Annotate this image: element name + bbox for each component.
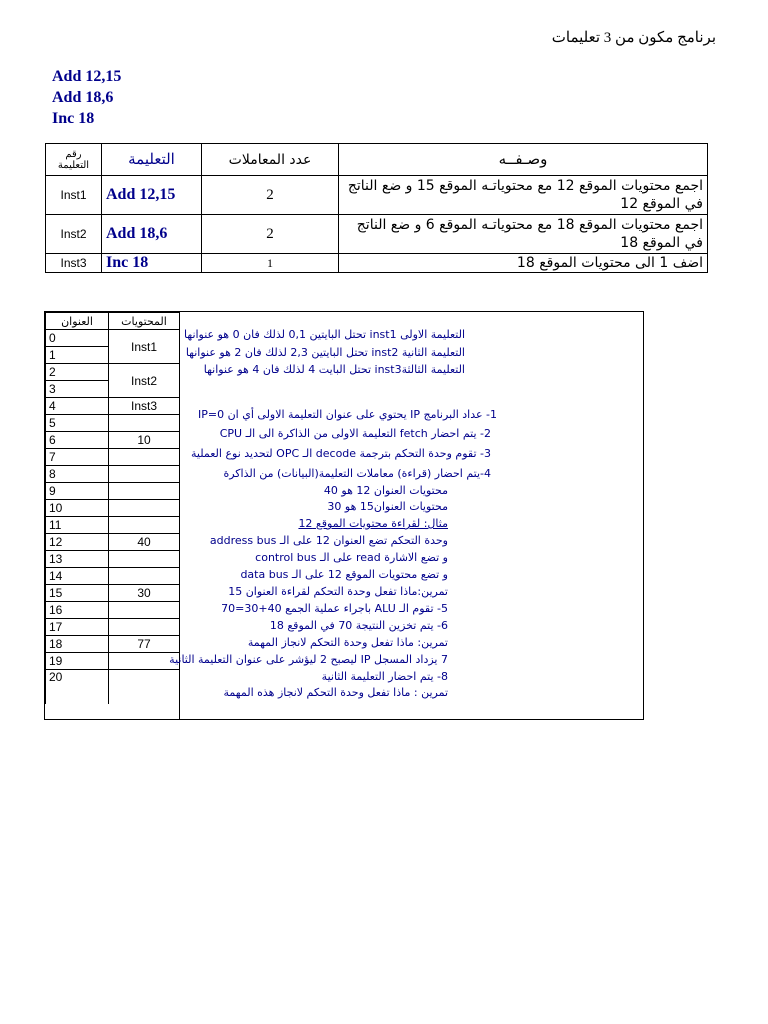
- instruction-code: Add 12,15: [102, 176, 202, 215]
- memory-address: 15: [46, 585, 109, 602]
- memory-contents: [109, 568, 180, 585]
- memory-row: [46, 653, 180, 670]
- memory-contents-header: المحتويات: [109, 313, 180, 330]
- memory-address: 5: [46, 415, 109, 432]
- memory-address: 11: [46, 517, 109, 534]
- explanation-line: وحدة التحكم تضع العنوان 12 على الـ address bus: [209, 534, 448, 547]
- memory-row: [46, 551, 180, 568]
- memory-row: [46, 364, 180, 381]
- memory-address: 20: [46, 670, 109, 705]
- instruction-number: Inst1: [46, 176, 102, 215]
- table-header-row: [46, 144, 708, 176]
- memory-contents: [109, 483, 180, 500]
- memory-address: 4: [46, 398, 109, 415]
- explanation-line: التعليمة الثالثةinst3 تحتل البايت 4 لذلك فان 4 هو عنوانها: [203, 363, 465, 376]
- operand-count: 1: [202, 254, 339, 273]
- page-title: برنامج مكون من 3 تعليمات: [551, 30, 716, 46]
- memory-contents: [109, 466, 180, 483]
- instruction-code: Inc 18: [102, 254, 202, 273]
- memory-contents: [109, 517, 180, 534]
- memory-address: 8: [46, 466, 109, 483]
- header-operand-count: عدد المعاملات: [202, 144, 339, 176]
- memory-contents: Inst1: [109, 330, 180, 364]
- instruction-number: Inst2: [46, 215, 102, 254]
- explanation-line: تمرين: ماذا تفعل وحدة التحكم لانجاز المهمة: [247, 636, 448, 649]
- table-row: [46, 215, 708, 254]
- memory-address: 17: [46, 619, 109, 636]
- memory-address: 9: [46, 483, 109, 500]
- memory-address: 18: [46, 636, 109, 653]
- explanation-line: تمرين : ماذا تفعل وحدة التحكم لانجاز هذه المهمة: [223, 686, 448, 699]
- header-instruction-number: رقم التعليمة: [46, 144, 102, 176]
- memory-address: 6: [46, 432, 109, 449]
- explanation-line: 3- تقوم وحدة التحكم بترجمة decode الـ OPC لتحديد نوع العملية: [191, 447, 491, 460]
- program-line: Add 12,15: [52, 68, 122, 85]
- operand-count: 2: [202, 176, 339, 215]
- memory-contents: [109, 415, 180, 432]
- memory-row: [46, 330, 180, 347]
- header-instruction: التعليمة: [102, 144, 202, 176]
- instruction-description: اجمع محتويات الموقع 18 مع محتوياتـه الموقع 6 و ضع الناتج في الموقع 18: [339, 215, 708, 254]
- explanation-line: 6- يتم تخزين النتيجة 70 في الموقع 18: [269, 619, 448, 632]
- memory-row: [46, 585, 180, 602]
- memory-contents: [109, 449, 180, 466]
- memory-address-header: العنوان: [46, 313, 109, 330]
- memory-contents: [109, 619, 180, 636]
- memory-contents: 30: [109, 585, 180, 602]
- memory-contents: [109, 602, 180, 619]
- memory-address: 0: [46, 330, 109, 347]
- instruction-description: اضف 1 الى محتويات الموقع 18: [339, 254, 708, 273]
- memory-address: 2: [46, 364, 109, 381]
- header-description: وصـفــه: [339, 144, 708, 176]
- memory-address: 3: [46, 381, 109, 398]
- memory-contents: 77: [109, 636, 180, 653]
- explanation-line: 8- يتم احضار التعليمة الثانية: [321, 670, 448, 683]
- memory-contents: Inst3: [109, 398, 180, 415]
- memory-table: [45, 312, 180, 704]
- memory-contents: 10: [109, 432, 180, 449]
- explanation-line: 4-يتم احضار (قراءة) معاملات التعليمة(البيانات) من الذاكرة: [223, 467, 491, 480]
- memory-contents: [109, 670, 180, 705]
- explanation-line: تمرين:ماذا تفعل وحدة التحكم لقراءة العنوان 15: [228, 585, 448, 598]
- explanation-line: 2- يتم احضار fetch التعليمة الاولى من الذاكرة الى الـ CPU: [219, 427, 491, 440]
- memory-row: [46, 500, 180, 517]
- explanation-line: التعليمة الثانية inst2 تحتل البايتين 2,3 لذلك فان 2 هو عنوانها: [185, 346, 465, 359]
- memory-contents: [109, 551, 180, 568]
- memory-row: [46, 398, 180, 415]
- memory-address: 16: [46, 602, 109, 619]
- memory-address: 14: [46, 568, 109, 585]
- memory-row: [46, 636, 180, 653]
- explanation-line: التعليمة الاولى inst1 تحتل البايتين 0,1 لذلك فان 0 هو عنوانها: [184, 328, 465, 341]
- memory-address: 1: [46, 347, 109, 364]
- memory-diagram: [44, 311, 644, 720]
- memory-row: [46, 602, 180, 619]
- explanation-line: مثال: لقراءة محتويات الموقع 12: [298, 517, 448, 530]
- memory-address: 19: [46, 653, 109, 670]
- memory-address: 7: [46, 449, 109, 466]
- memory-row: [46, 517, 180, 534]
- explanation-line: 5- تقوم الـ ALU باجراء عملية الجمع 40+30=70: [221, 602, 448, 615]
- memory-header-row: [46, 313, 180, 330]
- memory-address: 13: [46, 551, 109, 568]
- explanation-line: و تضع محتويات الموقع 12 على الـ data bus: [240, 568, 448, 581]
- program-line: Add 18,6: [52, 89, 114, 106]
- memory-row: [46, 449, 180, 466]
- memory-contents: 40: [109, 534, 180, 551]
- operand-count: 2: [202, 215, 339, 254]
- memory-row: [46, 415, 180, 432]
- program-listing: [52, 66, 121, 129]
- explanation-line: 7 يزداد المسجل IP ليصبح 2 ليؤشر على عنوان التعليمة الثانية: [169, 653, 448, 666]
- explanation-line: محتويات العنوان15 هو 30: [327, 500, 448, 513]
- instruction-description: اجمع محتويات الموقع 12 مع محتوياتـه الموقع 15 و ضع الناتج في الموقع 12: [339, 176, 708, 215]
- memory-contents: Inst2: [109, 364, 180, 398]
- instruction-number: Inst3: [46, 254, 102, 273]
- table-row: [46, 254, 708, 273]
- instruction-code: Add 18,6: [102, 215, 202, 254]
- instruction-table: [45, 143, 708, 273]
- table-row: [46, 176, 708, 215]
- memory-address: 12: [46, 534, 109, 551]
- memory-address: 10: [46, 500, 109, 517]
- memory-row: [46, 483, 180, 500]
- memory-row: [46, 619, 180, 636]
- memory-row: [46, 534, 180, 551]
- memory-row: [46, 670, 180, 705]
- explanation-line: 1- عداد البرنامج IP يحتوي على عنوان التعليمة الاولى أي ان IP=0: [198, 408, 497, 421]
- memory-row: [46, 466, 180, 483]
- memory-row: [46, 432, 180, 449]
- memory-contents: [109, 500, 180, 517]
- explanation-line: محتويات العنوان 12 هو 40: [323, 484, 448, 497]
- program-line: Inc 18: [52, 110, 95, 127]
- explanation-line: و تضع الاشارة read على الـ control bus: [255, 551, 448, 564]
- memory-row: [46, 568, 180, 585]
